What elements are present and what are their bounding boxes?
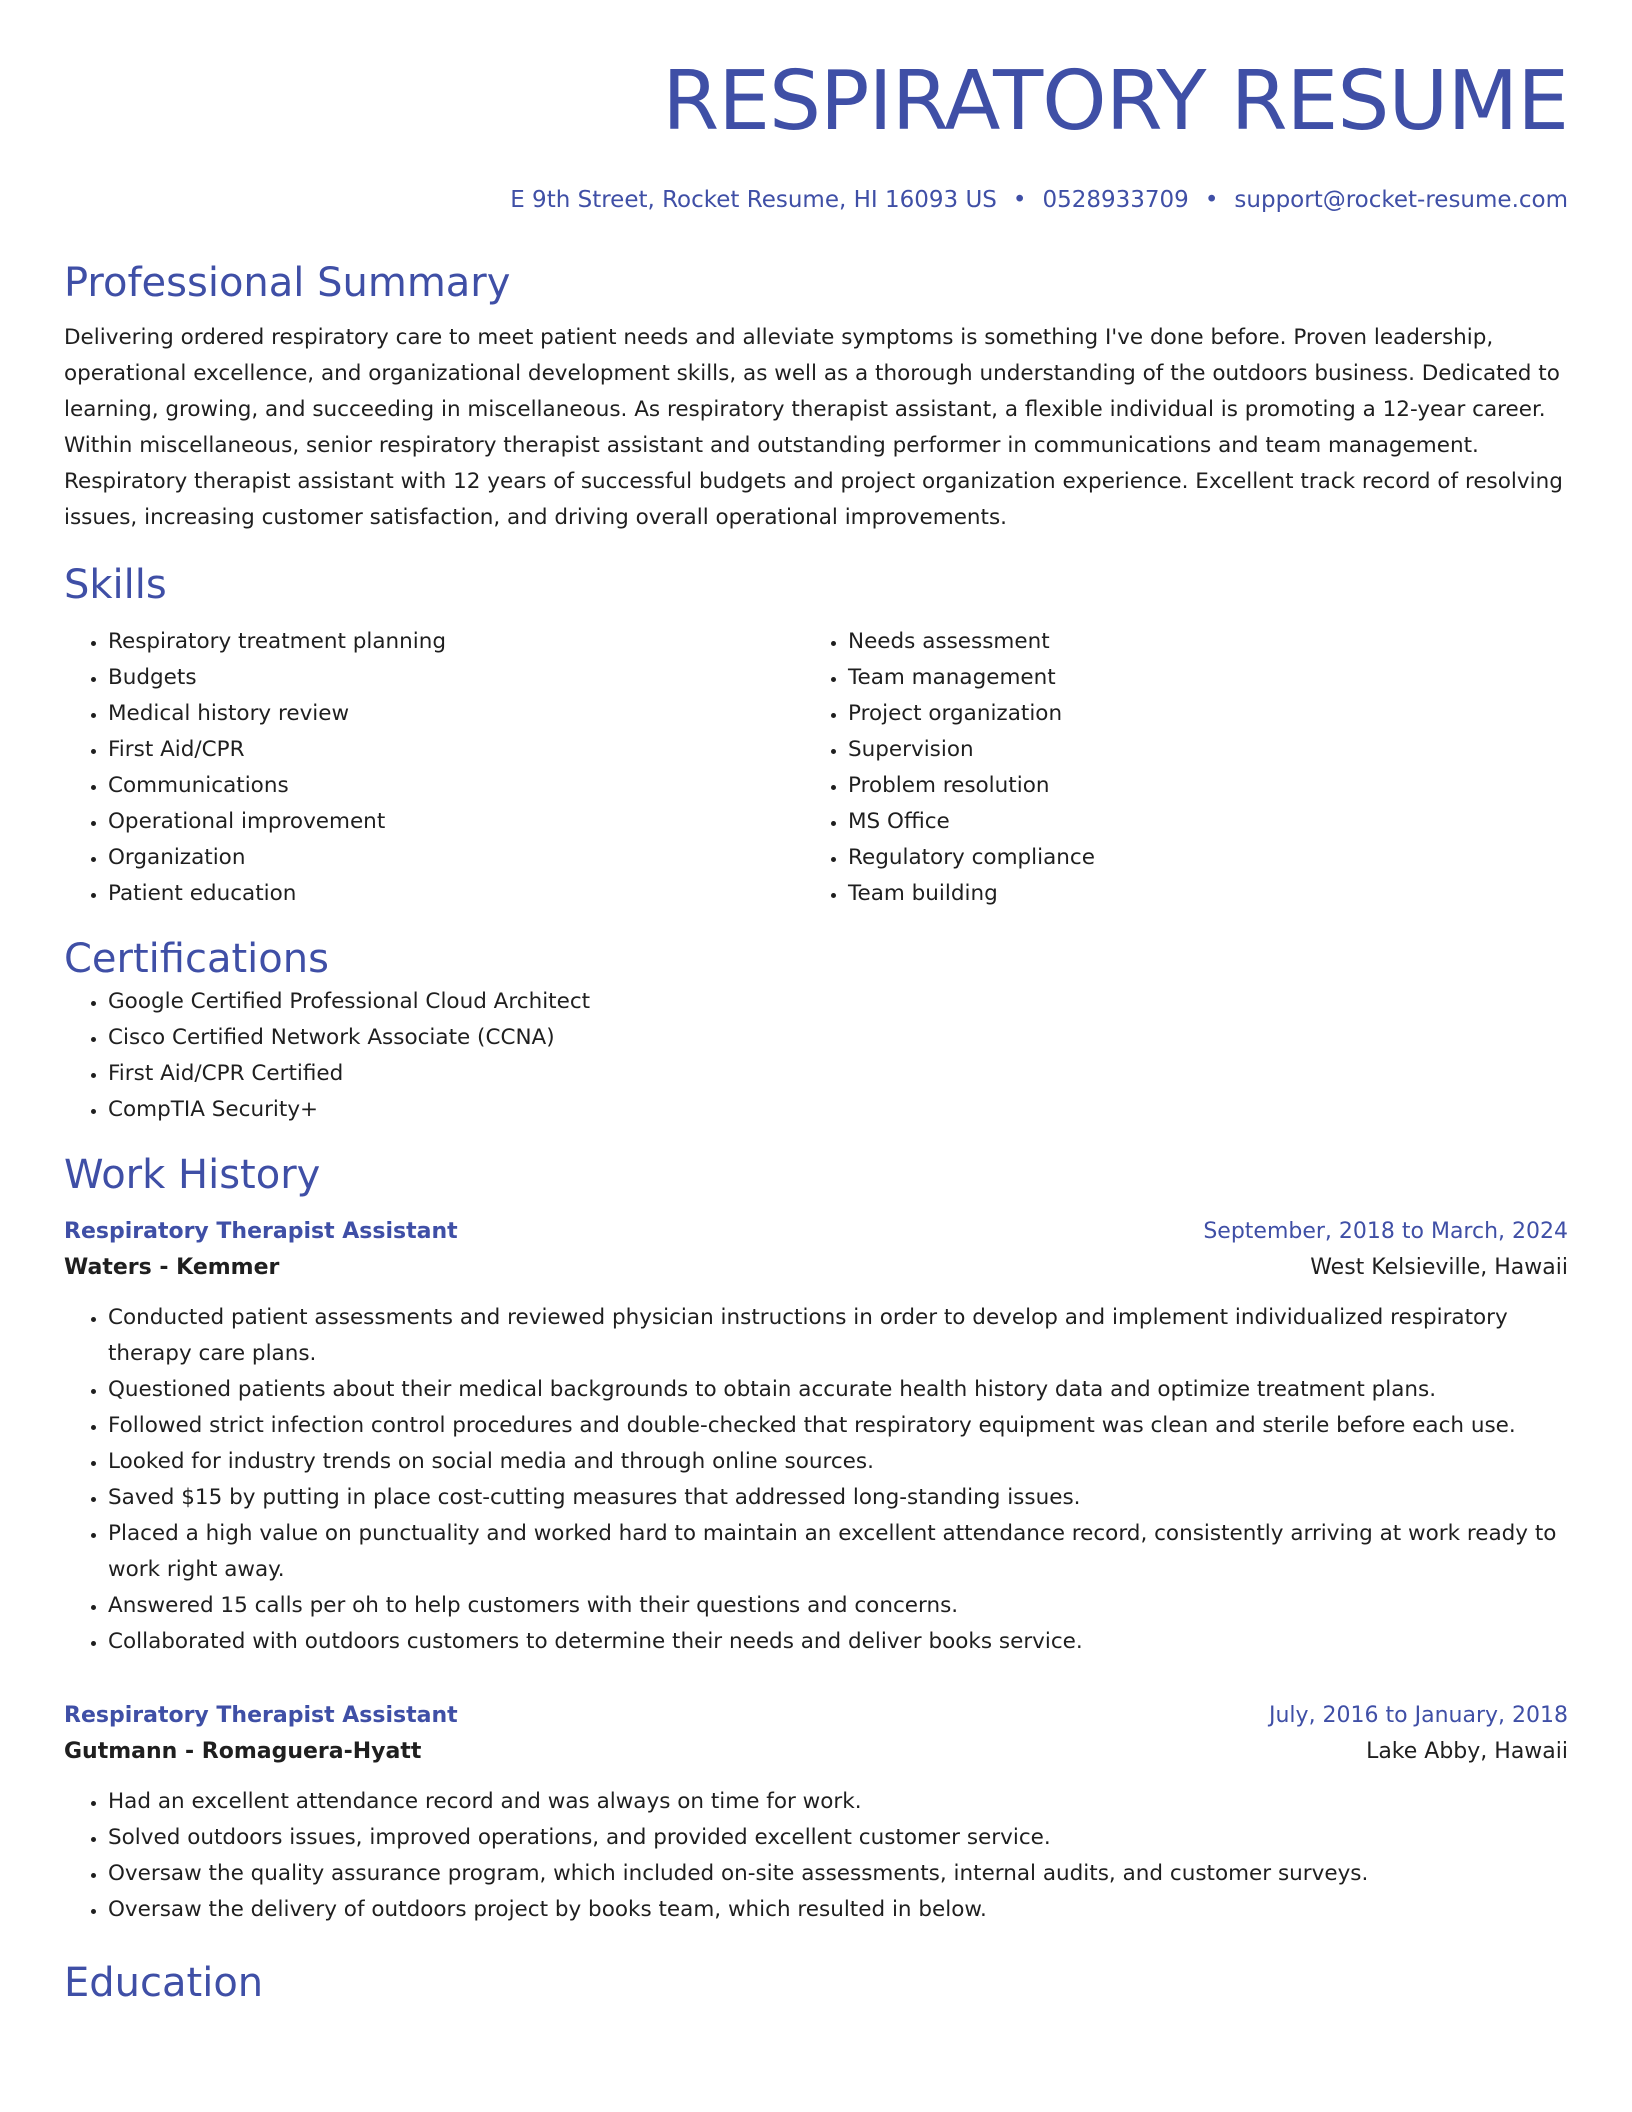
certification-item: • Cisco Certified Network Associate (CCNA) xyxy=(108,1020,1568,1056)
job-entry xyxy=(64,1214,1568,1660)
certification-item: • First Aid/CPR Certified xyxy=(108,1056,1568,1092)
job-duty-item: • Questioned patients about their medical backgrounds to obtain accurate health history data and optimize treatment plans. xyxy=(108,1372,1568,1408)
job-company: Waters - Kemmer xyxy=(64,1255,280,1280)
section-title-skills: Skills xyxy=(64,562,167,608)
education-section xyxy=(64,1958,1568,2008)
job-entry xyxy=(64,1698,1568,1928)
skill-item: • Supervision xyxy=(848,732,1544,768)
job-duty-item: • Oversaw the quality assurance program, which included on-site assessments, internal audits, and customer surveys. xyxy=(108,1856,1568,1892)
job-duty-item: • Conducted patient assessments and reviewed physician instructions in order to develop and implement individualized respiratory therapy care plans. xyxy=(108,1300,1568,1372)
job-dates: September, 2018 to March, 2024 xyxy=(1203,1219,1568,1244)
job-company-row xyxy=(64,1250,1568,1286)
skills-column-right xyxy=(804,624,1544,912)
skill-item: • First Aid/CPR xyxy=(108,732,804,768)
skill-item: • Operational improvement xyxy=(108,804,804,840)
certifications-list xyxy=(64,984,1568,1128)
job-duty-item: • Answered 15 calls per oh to help customers with their questions and concerns. xyxy=(108,1588,1568,1624)
skill-item: • Team management xyxy=(848,660,1544,696)
skill-item: • Respiratory treatment planning xyxy=(108,624,804,660)
contact-separator: • xyxy=(1204,187,1219,213)
job-duty-item: • Looked for industry trends on social media and through online sources. xyxy=(108,1444,1568,1480)
section-title-work-history: Work History xyxy=(64,1152,321,1198)
job-duty-item: • Had an excellent attendance record and was always on time for work. xyxy=(108,1784,1568,1820)
skill-item: • Budgets xyxy=(108,660,804,696)
skill-item: • Medical history review xyxy=(108,696,804,732)
skills-list-left xyxy=(64,624,804,912)
skills-column-left xyxy=(64,624,804,912)
certifications-section xyxy=(64,934,1568,1128)
skill-item: • Patient education xyxy=(108,876,804,912)
job-duty-item: • Placed a high value on punctuality and worked hard to maintain an excellent attendance record, consistently arriving at work ready to work right away. xyxy=(108,1516,1568,1588)
job-duty-item: • Collaborated with outdoors customers to determine their needs and deliver books service. xyxy=(108,1624,1568,1660)
job-duty-item: • Saved $15 by putting in place cost-cutting measures that addressed long-standing issues. xyxy=(108,1480,1568,1516)
skill-item: • Problem resolution xyxy=(848,768,1544,804)
skill-item: • Communications xyxy=(108,768,804,804)
skill-item: • Project organization xyxy=(848,696,1544,732)
job-company: Gutmann - Romaguera-Hyatt xyxy=(64,1739,422,1764)
job-title: Respiratory Therapist Assistant xyxy=(64,1703,458,1728)
job-duty-item: • Solved outdoors issues, improved operations, and provided excellent customer service. xyxy=(108,1820,1568,1856)
job-location: West Kelsieville, Hawaii xyxy=(1310,1255,1568,1280)
skill-item: • Team building xyxy=(848,876,1544,912)
job-duty-item: • Followed strict infection control procedures and double-checked that respiratory equipment was clean and sterile before each use. xyxy=(108,1408,1568,1444)
certification-item: • CompTIA Security+ xyxy=(108,1092,1568,1128)
summary-text: Delivering ordered respiratory care to meet patient needs and alleviate symptoms is something I've done before. Proven leadership, operational excellence, and organizational development skills, as well as a thorough understanding of the outdoors business. Dedicated to learning, growing, and succeeding in miscellaneous. As respiratory therapist assistant, a flexible individual is promoting a 12-year career. Within miscellaneous, senior respiratory therapist assistant and outstanding performer in communications and team management. Respiratory therapist assistant with 12 years of successful budgets and project organization experience. Excellent track record of resolving issues, increasing customer satisfaction, and driving overall operational improvements. xyxy=(64,325,1563,530)
resume-name: RESPIRATORY RESUME xyxy=(662,54,1568,149)
skill-item: • MS Office xyxy=(848,804,1544,840)
skill-item: • Regulatory compliance xyxy=(848,840,1544,876)
summary-section xyxy=(64,258,1568,536)
job-title: Respiratory Therapist Assistant xyxy=(64,1219,458,1244)
skills-columns xyxy=(64,624,1568,912)
job-duties-list xyxy=(64,1784,1568,1928)
job-header-row xyxy=(64,1214,1568,1250)
contact-email: support@rocket-resume.com xyxy=(1234,187,1568,213)
skill-item: • Needs assessment xyxy=(848,624,1544,660)
skills-section xyxy=(64,560,1568,912)
job-location: Lake Abby, Hawaii xyxy=(1366,1739,1568,1764)
contact-phone: 0528933709 xyxy=(1042,187,1189,213)
work-history-section xyxy=(64,1150,1568,1928)
job-duties-list xyxy=(64,1300,1568,1660)
contact-separator: • xyxy=(1012,187,1027,213)
contact-line xyxy=(64,184,1568,216)
resume-header xyxy=(64,52,1568,216)
section-title-summary: Professional Summary xyxy=(64,260,511,306)
section-title-certifications: Certifications xyxy=(64,936,329,982)
section-title-education: Education xyxy=(64,1960,264,2006)
contact-address: E 9th Street, Rocket Resume, HI 16093 US xyxy=(510,187,997,213)
job-header-row xyxy=(64,1698,1568,1734)
job-dates: July, 2016 to January, 2018 xyxy=(1269,1703,1568,1728)
job-company-row xyxy=(64,1734,1568,1770)
job-duty-item: • Oversaw the delivery of outdoors project by books team, which resulted in below. xyxy=(108,1892,1568,1928)
skill-item: • Organization xyxy=(108,840,804,876)
skills-list-right xyxy=(804,624,1544,912)
certification-item: • Google Certified Professional Cloud Architect xyxy=(108,984,1568,1020)
